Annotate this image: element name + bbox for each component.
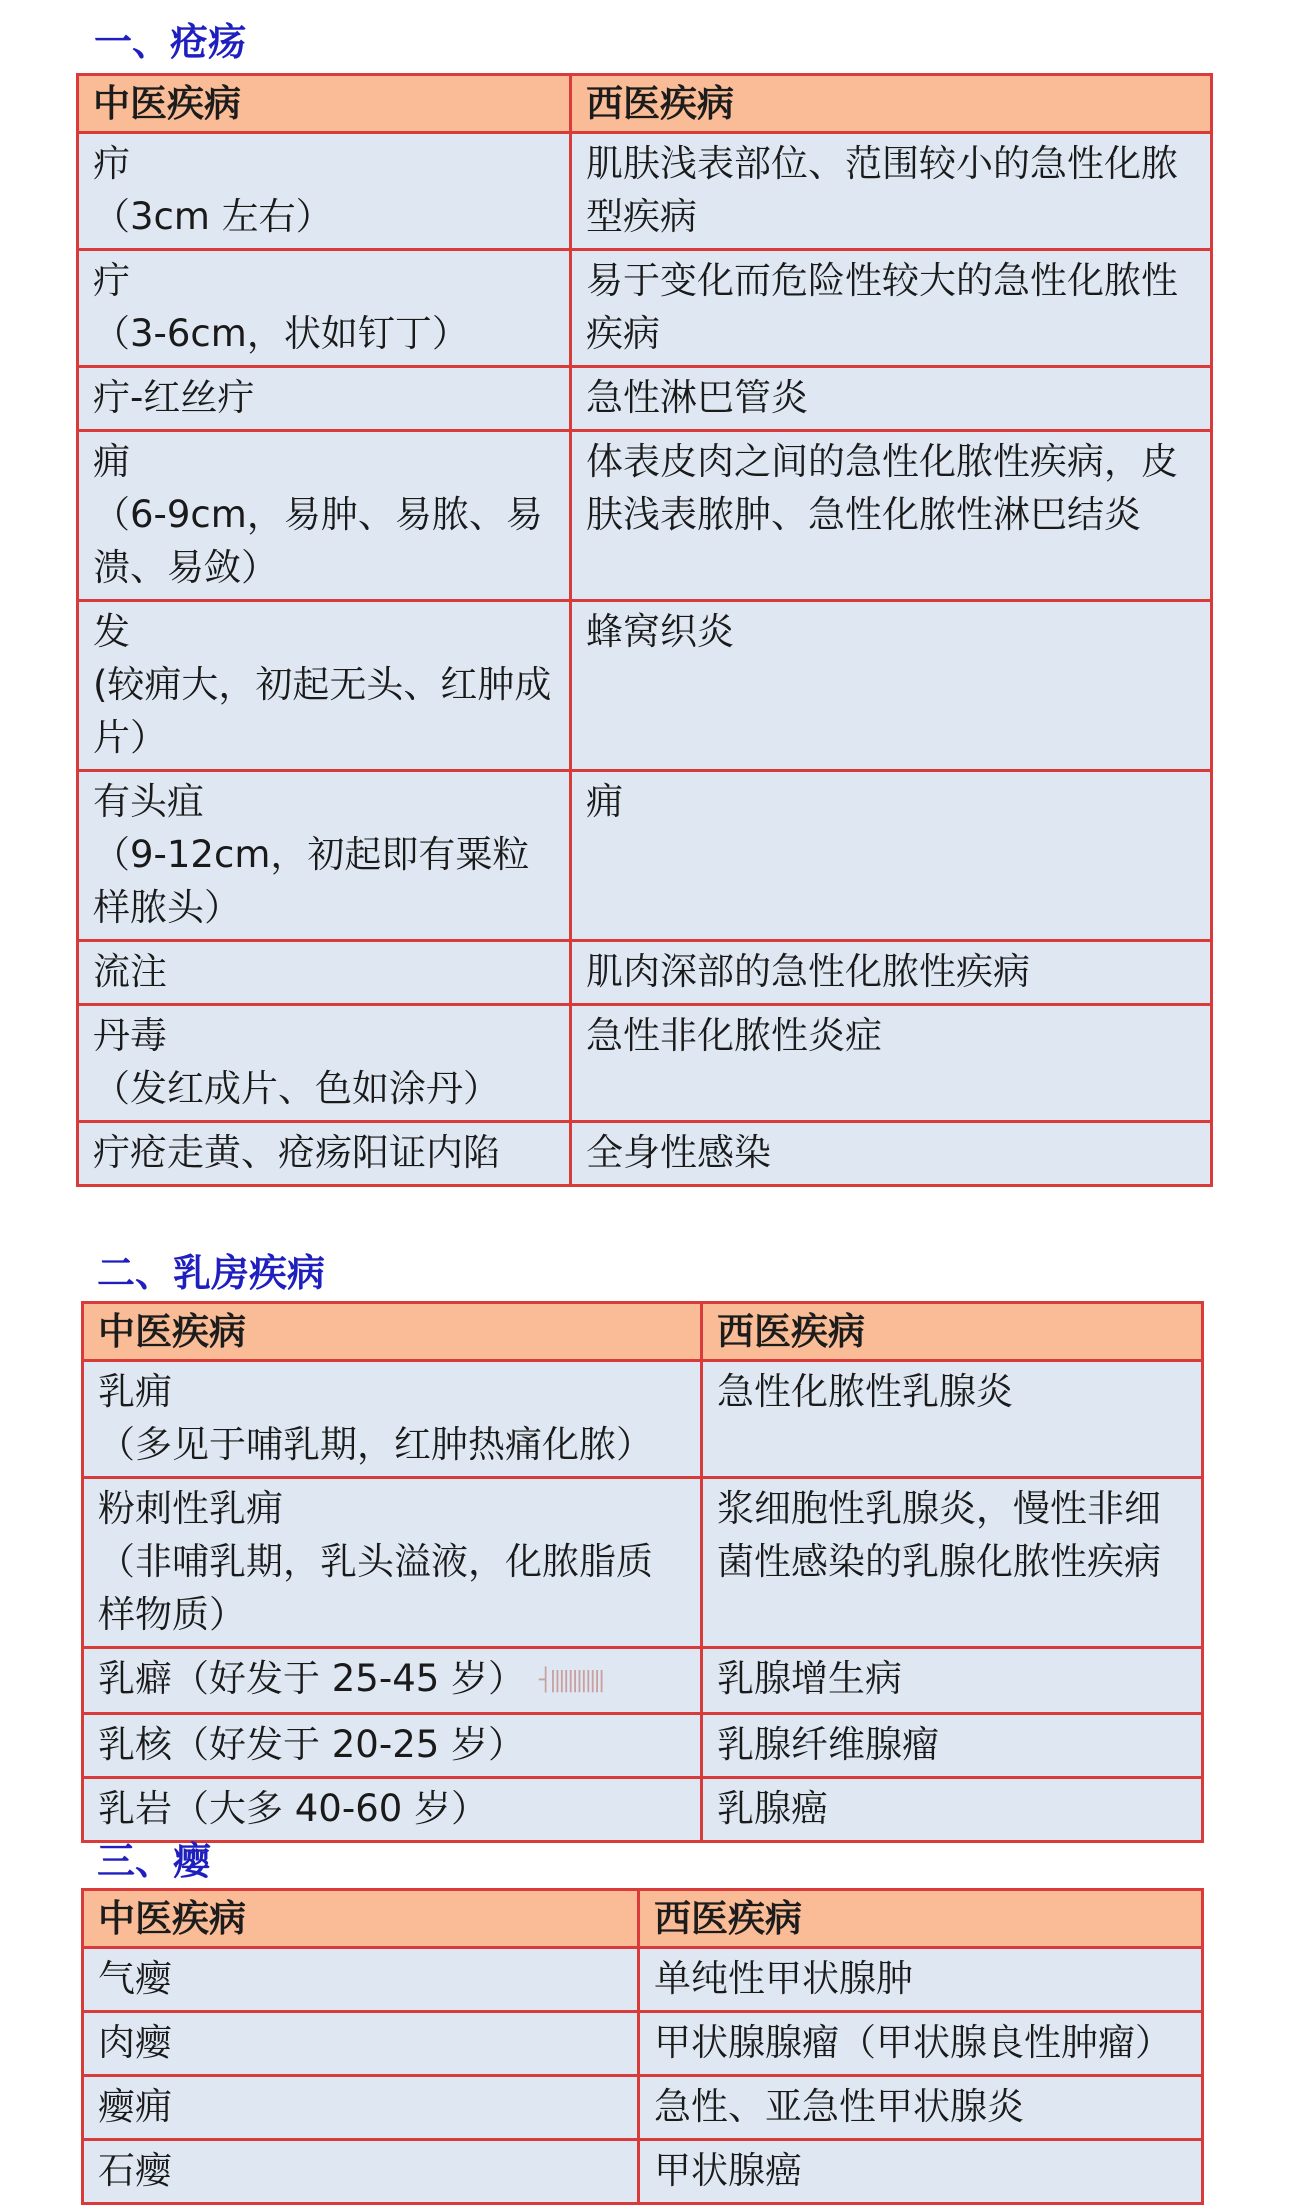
tcm-disease: 乳岩（大多 40-60 岁） xyxy=(98,1787,489,1830)
tcm-disease: 瘿痈 xyxy=(83,2076,639,2140)
tcm-disease: 乳核（好发于 20-25 岁） xyxy=(98,1723,526,1766)
tcm-cell xyxy=(83,1478,702,1648)
tcm-cell xyxy=(78,250,571,367)
tcm-disease: 疖 xyxy=(93,142,130,185)
western-disease: 急性淋巴管炎 xyxy=(571,367,1212,431)
section-title: 一、疮疡 xyxy=(94,19,247,64)
tcm-cell xyxy=(83,1714,702,1778)
tcm-disease: 石瘿 xyxy=(83,2140,639,2204)
table-row xyxy=(83,2076,1203,2140)
tcm-cell xyxy=(83,1648,702,1714)
western-disease: 急性非化脓性炎症 xyxy=(571,1005,1212,1122)
tcm-cell xyxy=(78,431,571,601)
comparison-table xyxy=(76,73,1213,1187)
tcm-note: （发红成片、色如涂丹） xyxy=(93,1067,500,1110)
tcm-note: （非哺乳期，乳头溢液，化脓脂质样物质） xyxy=(98,1540,653,1636)
table-header-row xyxy=(83,1890,1203,1948)
tcm-note: （9-12cm，初起即有粟粒样脓头） xyxy=(93,833,530,929)
tcm-cell xyxy=(78,941,571,1005)
western-disease: 蜂窝织炎 xyxy=(571,601,1212,771)
tcm-disease: 疔 xyxy=(93,259,130,302)
tcm-disease-line xyxy=(98,1652,686,1707)
table-header-row xyxy=(83,1303,1203,1361)
scan-artifact: ┤|||||||||||| xyxy=(539,1668,603,1693)
tcm-disease: 疔-红丝疔 xyxy=(93,376,255,419)
tcm-disease: 粉刺性乳痈 xyxy=(98,1487,283,1530)
tcm-disease: 发 xyxy=(93,610,130,653)
tcm-note: （6-9cm，易肿、易脓、易溃、易敛） xyxy=(93,493,543,589)
western-disease: 肌肤浅表部位、范围较小的急性化脓型疾病 xyxy=(571,133,1212,250)
table-row xyxy=(83,1948,1203,2012)
table-row xyxy=(83,2012,1203,2076)
western-disease: 急性、亚急性甲状腺炎 xyxy=(639,2076,1203,2140)
tcm-disease: 流注 xyxy=(93,950,167,993)
header-tcm: 中医疾病 xyxy=(83,1303,702,1361)
tcm-cell xyxy=(83,1361,702,1478)
section-title: 二、乳房疾病 xyxy=(97,1250,326,1295)
western-disease: 易于变化而危险性较大的急性化脓性疾病 xyxy=(571,250,1212,367)
tcm-note: （3-6cm，状如钉丁） xyxy=(93,312,469,355)
comparison-table xyxy=(81,1888,1204,2205)
header-tcm: 中医疾病 xyxy=(78,75,571,133)
western-disease: 急性化脓性乳腺炎 xyxy=(702,1361,1203,1478)
table-row xyxy=(78,1005,1212,1122)
table-row xyxy=(83,1361,1203,1478)
table-row xyxy=(83,1714,1203,1778)
header-western: 西医疾病 xyxy=(702,1303,1203,1361)
table-row xyxy=(83,2140,1203,2204)
tcm-cell xyxy=(78,133,571,250)
table-row xyxy=(78,1122,1212,1186)
table-row xyxy=(78,133,1212,250)
tcm-disease: 乳癖（好发于 25-45 岁） xyxy=(98,1657,526,1700)
western-disease: 乳腺增生病 xyxy=(702,1648,1203,1714)
western-disease: 甲状腺腺瘤（甲状腺良性肿瘤） xyxy=(639,2012,1203,2076)
table-row xyxy=(78,367,1212,431)
tcm-disease: 乳痈 xyxy=(98,1370,172,1413)
tcm-disease: 丹毒 xyxy=(93,1014,167,1057)
table-row xyxy=(83,1648,1203,1714)
header-tcm: 中医疾病 xyxy=(83,1890,639,1948)
table-header-row xyxy=(78,75,1212,133)
tcm-cell xyxy=(78,771,571,941)
western-disease: 乳腺癌 xyxy=(702,1778,1203,1842)
table-row xyxy=(78,250,1212,367)
table-row xyxy=(78,601,1212,771)
western-disease: 浆细胞性乳腺炎，慢性非细菌性感染的乳腺化脓性疾病 xyxy=(702,1478,1203,1648)
western-disease: 甲状腺癌 xyxy=(639,2140,1203,2204)
tcm-disease: 疔疮走黄、疮疡阳证内陷 xyxy=(93,1131,500,1174)
western-disease: 单纯性甲状腺肿 xyxy=(639,1948,1203,2012)
western-disease: 体表皮肉之间的急性化脓性疾病，皮肤浅表脓肿、急性化脓性淋巴结炎 xyxy=(571,431,1212,601)
tcm-cell xyxy=(78,1122,571,1186)
tcm-note: (较痈大，初起无头、红肿成片） xyxy=(93,663,552,759)
western-disease: 痈 xyxy=(571,771,1212,941)
comparison-table xyxy=(81,1301,1204,1843)
tcm-disease: 痈 xyxy=(93,440,130,483)
western-disease: 乳腺纤维腺瘤 xyxy=(702,1714,1203,1778)
tcm-cell xyxy=(78,1005,571,1122)
tcm-disease: 肉瘿 xyxy=(83,2012,639,2076)
header-western: 西医疾病 xyxy=(639,1890,1203,1948)
table-row xyxy=(78,771,1212,941)
tcm-cell xyxy=(78,601,571,771)
tcm-cell xyxy=(78,367,571,431)
tcm-disease: 有头疽 xyxy=(93,780,204,823)
tcm-disease: 气瘿 xyxy=(83,1948,639,2012)
tcm-cell xyxy=(83,1778,702,1842)
table-row xyxy=(83,1778,1203,1842)
header-western: 西医疾病 xyxy=(571,75,1212,133)
western-disease: 全身性感染 xyxy=(571,1122,1212,1186)
table-row xyxy=(83,1478,1203,1648)
western-disease: 肌肉深部的急性化脓性疾病 xyxy=(571,941,1212,1005)
table-row xyxy=(78,431,1212,601)
table-row xyxy=(78,941,1212,1005)
tcm-note: （多见于哺乳期，红肿热痛化脓） xyxy=(98,1423,653,1466)
tcm-note: （3cm 左右） xyxy=(93,195,333,238)
section-title: 三、瘿 xyxy=(97,1838,212,1883)
